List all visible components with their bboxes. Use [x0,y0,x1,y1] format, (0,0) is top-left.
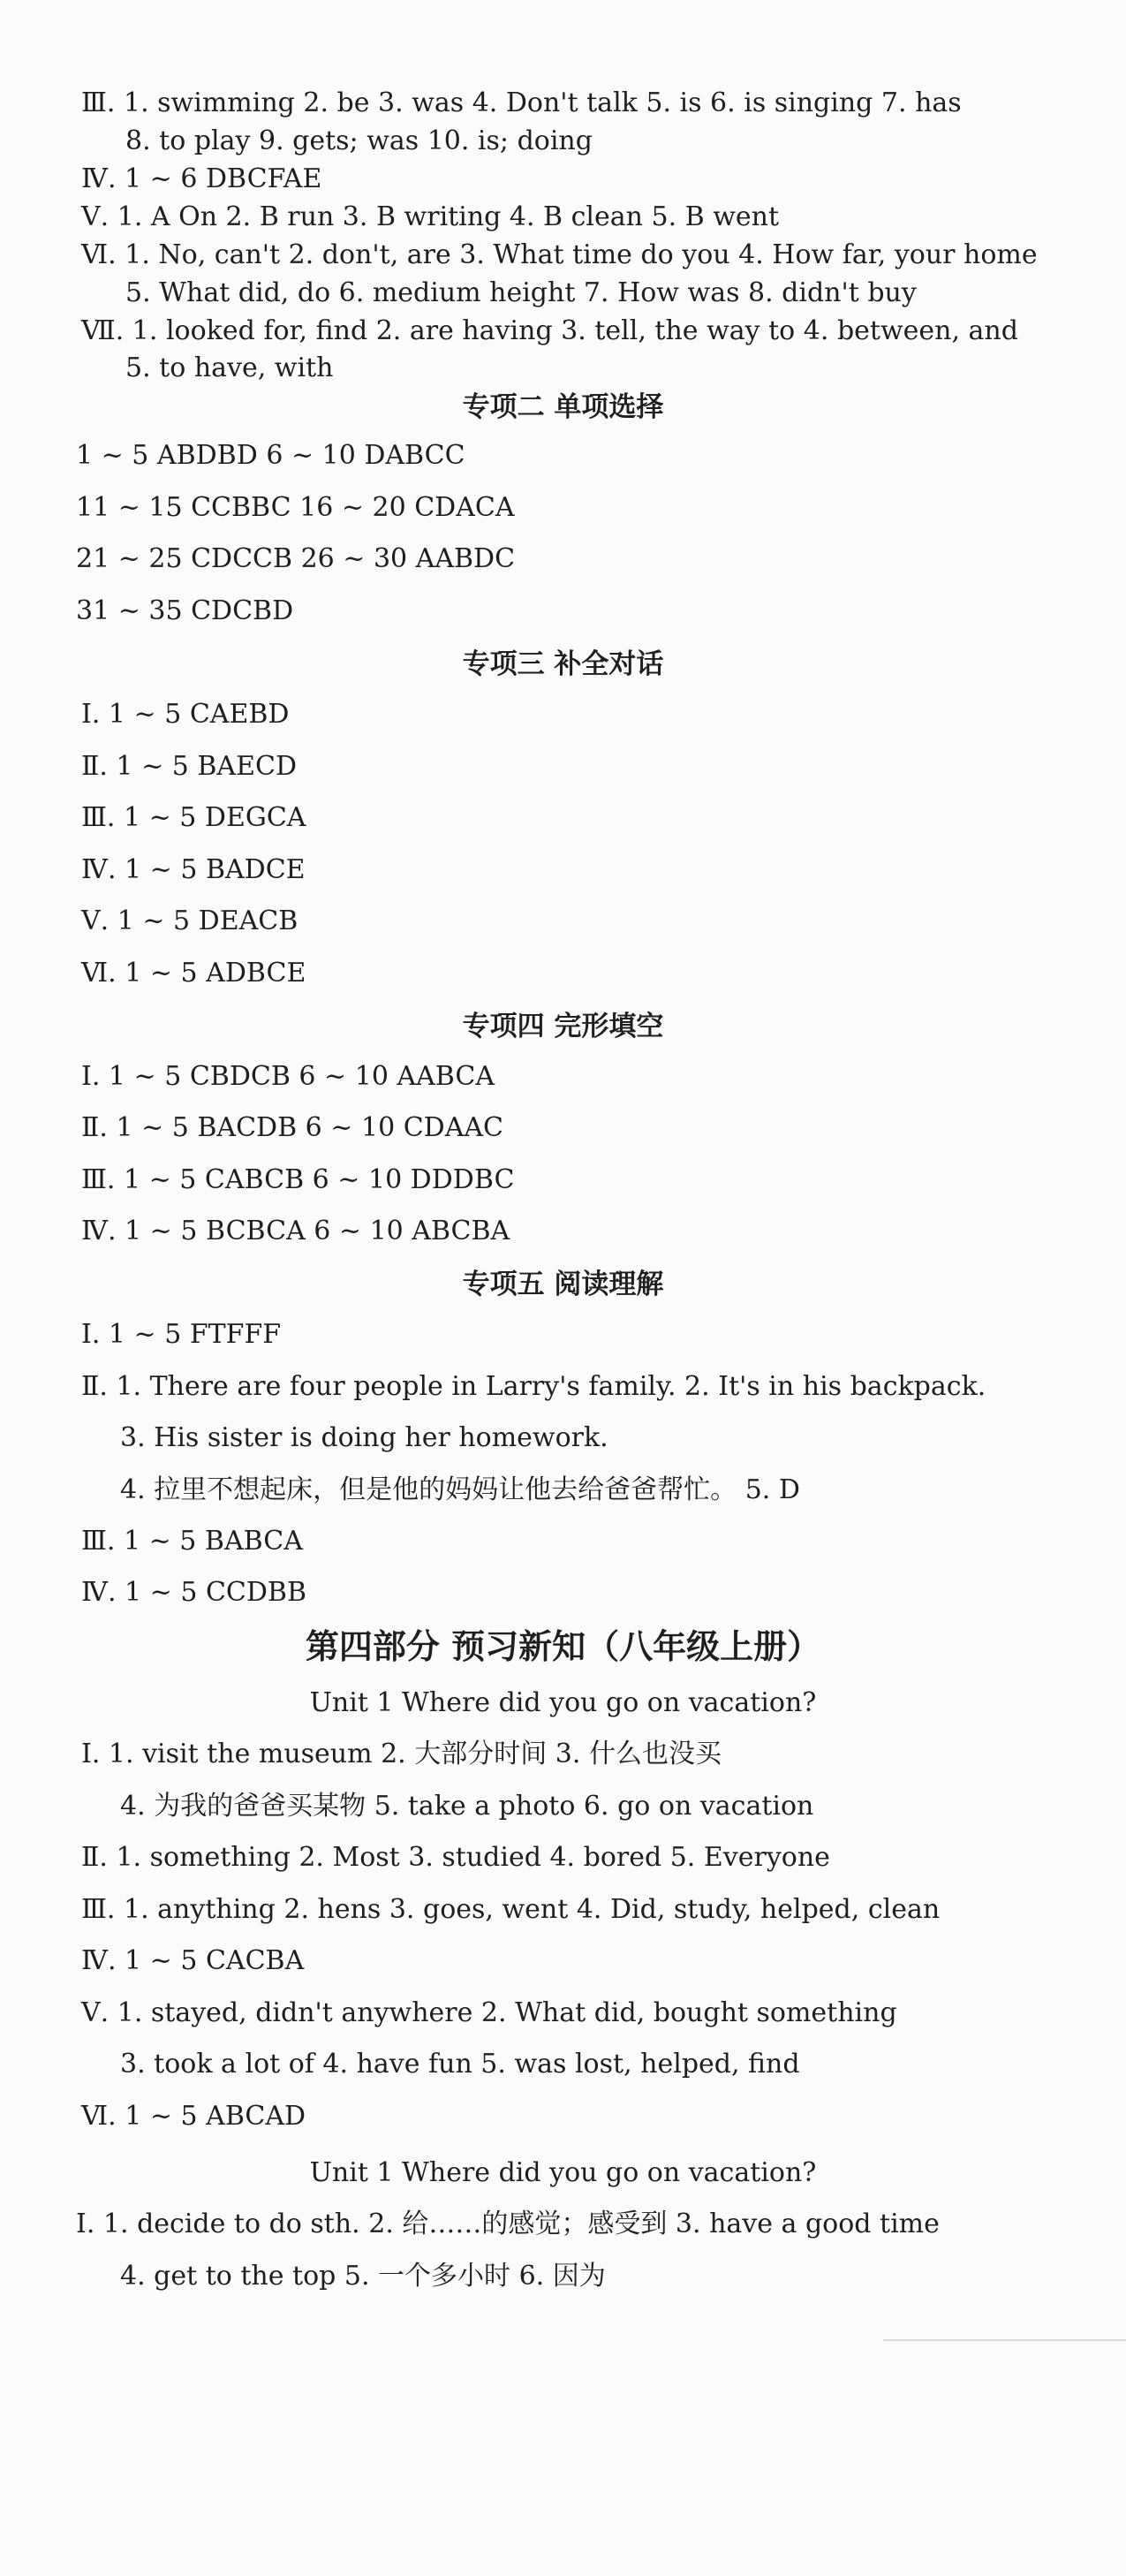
section-heading: 专项四 完形填空 [462,1011,664,1042]
answer-line: 1 ~ 5 ABDBD 6 ~ 10 DABCC [76,440,465,471]
answer-line: Ⅱ. 1. something 2. Most 3. studied 4. bored 5. Everyone [81,1842,830,1873]
answer-line: Ⅴ. 1 ~ 5 DEACB [81,905,299,936]
answer-line: Ⅱ. 1 ~ 5 BACDB 6 ~ 10 CDAAC [81,1112,503,1143]
answer-line: Ⅰ. 1. visit the museum 2. 大部分时间 3. 什么也没买 [81,1739,722,1769]
section-heading: 专项五 阅读理解 [462,1269,664,1300]
answer-line: Ⅵ. 1 ~ 5 ABCAD [81,2101,306,2132]
answer-line: Ⅳ. 1 ~ 6 DBCFAE [81,163,322,194]
answer-line: Ⅰ. 1 ~ 5 CBDCB 6 ~ 10 AABCA [81,1061,495,1092]
answer-line: Ⅳ. 1 ~ 5 BCBCA 6 ~ 10 ABCBA [81,1216,510,1246]
answer-line: 5. What did, do 6. medium height 7. How was 8. didn't buy [125,277,917,308]
answer-line: Ⅲ. 1 ~ 5 BABCA [81,1526,303,1557]
answer-line: Ⅵ. 1 ~ 5 ADBCE [81,958,306,989]
answer-line: Ⅴ. 1. stayed, didn't anywhere 2. What did, bought something [81,1997,897,2028]
answer-line: 3. took a lot of 4. have fun 5. was lost, helped, find [120,2049,800,2080]
answer-line: Ⅲ. 1. swimming 2. be 3. was 4. Don't talk 5. is 6. is singing 7. has [81,87,962,118]
answer-line: 21 ~ 25 CDCCB 26 ~ 30 AABDC [76,543,516,574]
part-title: 第四部分 预习新知（八年级上册） [305,1627,821,1666]
answer-line: 11 ~ 15 CCBBC 16 ~ 20 CDACA [76,492,515,523]
answer-line: 3. His sister is doing her homework. [120,1422,608,1453]
section-heading: 专项二 单项选择 [462,391,664,423]
unit-title: Unit 1 Where did you go on vacation? [309,2157,817,2188]
answer-line: 8. to play 9. gets; was 10. is; doing [125,125,593,156]
answer-line: Ⅱ. 1 ~ 5 BAECD [81,751,297,782]
divider [883,2339,1126,2341]
answer-line: Ⅳ. 1 ~ 5 CCDBB [81,1577,307,1608]
answer-line: 4. 为我的爸爸买某物 5. take a photo 6. go on vacation [120,1791,814,1822]
answer-line: 4. 拉里不想起床，但是他的妈妈让他去给爸爸帮忙。 5. D [120,1474,800,1505]
answer-line: Ⅳ. 1 ~ 5 BADCE [81,854,306,885]
answer-line: 4. get to the top 5. 一个多小时 6. 因为 [120,2261,606,2292]
answer-line: Ⅲ. 1 ~ 5 DEGCA [81,802,306,833]
answer-line: Ⅰ. 1 ~ 5 FTFFF [81,1319,282,1350]
answer-line: Ⅳ. 1 ~ 5 CACBA [81,1945,305,1976]
answer-line: 31 ~ 35 CDCBD [76,595,294,626]
answer-line: Ⅱ. 1. There are four people in Larry's family. 2. It's in his backpack. [81,1371,986,1402]
answer-line: Ⅶ. 1. looked for, find 2. are having 3. tell, the way to 4. between, and [81,315,1018,346]
answer-line: Ⅵ. 1. No, can't 2. don't, are 3. What time do you 4. How far, your home [81,239,1038,270]
answer-line: Ⅴ. 1. A On 2. B run 3. B writing 4. B clean 5. B went [81,201,780,232]
answer-line: Ⅰ. 1 ~ 5 CAEBD [81,699,290,730]
answer-line: Ⅰ. 1. decide to do sth. 2. 给……的感觉；感受到 3. have a good time [76,2209,940,2239]
answer-line: Ⅲ. 1. anything 2. hens 3. goes, went 4. Did, study, helped, clean [81,1894,941,1925]
answer-line: 5. to have, with [125,352,334,383]
answer-line: Ⅲ. 1 ~ 5 CABCB 6 ~ 10 DDDBC [81,1164,515,1195]
unit-title: Unit 1 Where did you go on vacation? [309,1687,817,1718]
section-heading: 专项三 补全对话 [462,648,664,680]
